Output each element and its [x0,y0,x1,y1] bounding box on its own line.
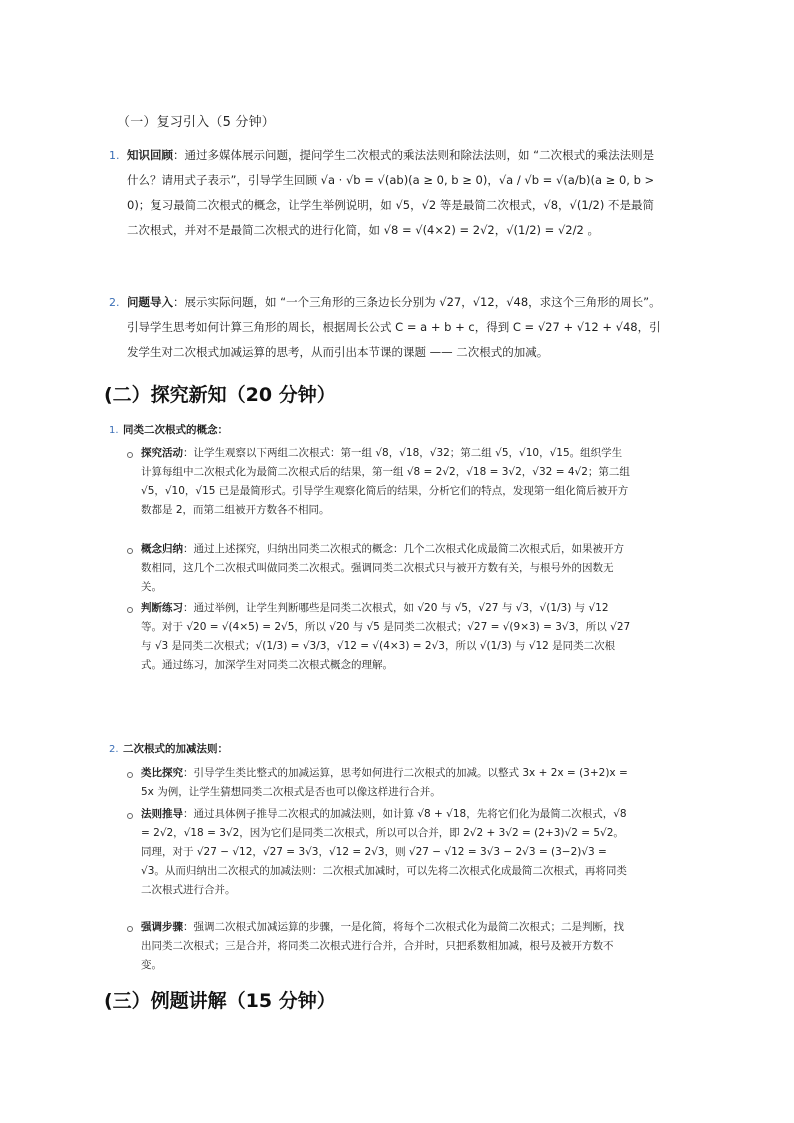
bullet-marker [127,813,133,819]
bullet-label: 强调步骤 [141,921,183,933]
explore-item-1 [104,421,644,440]
list-number: 1. [109,149,120,162]
bullet-text: ：通过具体例子推导二次根式的加减法则，如计算 √8 + √18，先将它们化为最简二次根式，√8 = 2√2，√18 = 3√2，因为它们是同类二次根式，所以可以合并，即 2√2 + 3√2 = (2+3)√2 = 5√2。同理，对于 √27 − √12，√27 = 3√3，√12 = 2√3，则 √27 − √12 = 3√3 − 2√3 = (3−2)√3 = √3。从而归纳出二次根式的加减法则：二次根式加减时，可以先将二次根式化成最简二次根式，再将同类二次根式进行合并。 [141,808,627,896]
section-heading-explore: (二）探究新知（20 分钟） [104,384,336,406]
bullet-explore-activity [124,444,632,520]
bullet-label: 概念归纳 [141,543,183,555]
explore-item-1-title: 同类二次根式的概念： [123,424,228,436]
bullet-body [141,444,632,520]
bullet-body [141,918,632,975]
explore-item-2-title: 二次根式的加减法则： [123,743,228,755]
review-item-1 [104,143,664,243]
bullet-judge-practice [124,599,632,675]
list-number: 2. [109,744,119,755]
bullet-steps [124,918,632,975]
bullet-text: ：引导学生类比整式的加减运算，思考如何进行二次根式的加减。以整式 3x + 2x = (3+2)x = 5x 为例，让学生猜想同类二次根式是否也可以像这样进行合并。 [141,767,628,798]
bullet-marker [127,772,133,778]
bullet-marker [127,548,133,554]
item-text: ：通过多媒体展示问题，提问学生二次根式的乘法法则和除法法则，如 “二次根式的乘法法则是什么？请用式子表示”，引导学生回顾 √a · √b = √(ab)(a ≥ 0, b ≥ 0)，√a / √b = √(a/b)(a ≥ 0, b > 0)；复习最简二次根式的概念，让学生举例说明，如 √5，√2 等是最简二次根式，√8，√(1/2) 不是最简二次根式，并对不是最简二次根式的进行化简，如 √8 = √(4×2) = 2√2，√(1/2) = √2/2 。 [127,148,655,237]
bullet-text: ：让学生观察以下两组二次根式：第一组 √8，√18，√32；第二组 √5，√10，√15。组织学生计算每组中二次根式化为最简二次根式后的结果，第一组 √8 = 2√2，√18 = 3√2，√32 = 4√2；第二组 √5，√10，√15 已是最简形式。引导学生观察化简后的结果，分析它们的特点，发现第一组化简后被开方数都是 2，而第二组被开方数各不相同。 [141,447,630,516]
review-item-1-body [127,143,664,243]
bullet-body [141,805,632,900]
bullet-body [141,599,632,675]
review-item-2 [104,290,664,365]
bullet-label: 判断练习 [141,602,183,614]
bullet-marker [127,607,133,613]
list-number: 1. [109,425,119,436]
item-label: 问题导入 [127,295,173,309]
bullet-label: 探究活动 [141,447,183,459]
bullet-body [141,764,632,802]
section-heading-examples: (三）例题讲解（15 分钟） [104,990,336,1012]
bullet-rule-derivation [124,805,632,900]
item-label: 知识回顾 [127,148,173,162]
bullet-marker [127,926,133,932]
explore-item-2 [104,740,644,759]
bullet-label: 类比探究 [141,767,183,779]
section-heading-review: （一）复习引入（5 分钟） [117,115,276,130]
bullet-analogy [124,764,632,802]
bullet-text: ：通过上述探究，归纳出同类二次根式的概念：几个二次根式化成最简二次根式后，如果被开方数相同，这几个二次根式叫做同类二次根式。强调同类二次根式只与被开方数有关，与根号外的因数无关。 [141,543,624,593]
bullet-text: ：强调二次根式加减运算的步骤，一是化简，将每个二次根式化为最简二次根式；二是判断，找出同类二次根式；三是合并，将同类二次根式进行合并，合并时，只把系数相加减，根号及被开方数不变。 [141,921,624,971]
review-item-2-body [127,290,664,365]
bullet-concept-summary [124,540,632,597]
list-number: 2. [109,296,120,309]
bullet-marker [127,452,133,458]
bullet-text: ：通过举例，让学生判断哪些是同类二次根式，如 √20 与 √5，√27 与 √3，√(1/3) 与 √12 等。对于 √20 = √(4×5) = 2√5，所以 √20 与 √5 是同类二次根式；√27 = √(9×3) = 3√3，所以 √27 与 √3 是同类二次根式；√(1/3) = √3/3，√12 = √(4×3) = 2√3，所以 √(1/3) 与 √12 是同类二次根式。通过练习，加深学生对同类二次根式概念的理解。 [141,602,631,671]
item-text: ：展示实际问题，如 “一个三角形的三条边长分别为 √27，√12，√48，求这个三角形的周长”。引导学生思考如何计算三角形的周长，根据周长公式 C = a + b + c，得到 C = √27 + √12 + √48，引发学生对二次根式加减运算的思考，从而引出本节课的课题 —— 二次根式的加减。 [127,295,661,359]
bullet-label: 法则推导 [141,808,183,820]
bullet-body [141,540,632,597]
